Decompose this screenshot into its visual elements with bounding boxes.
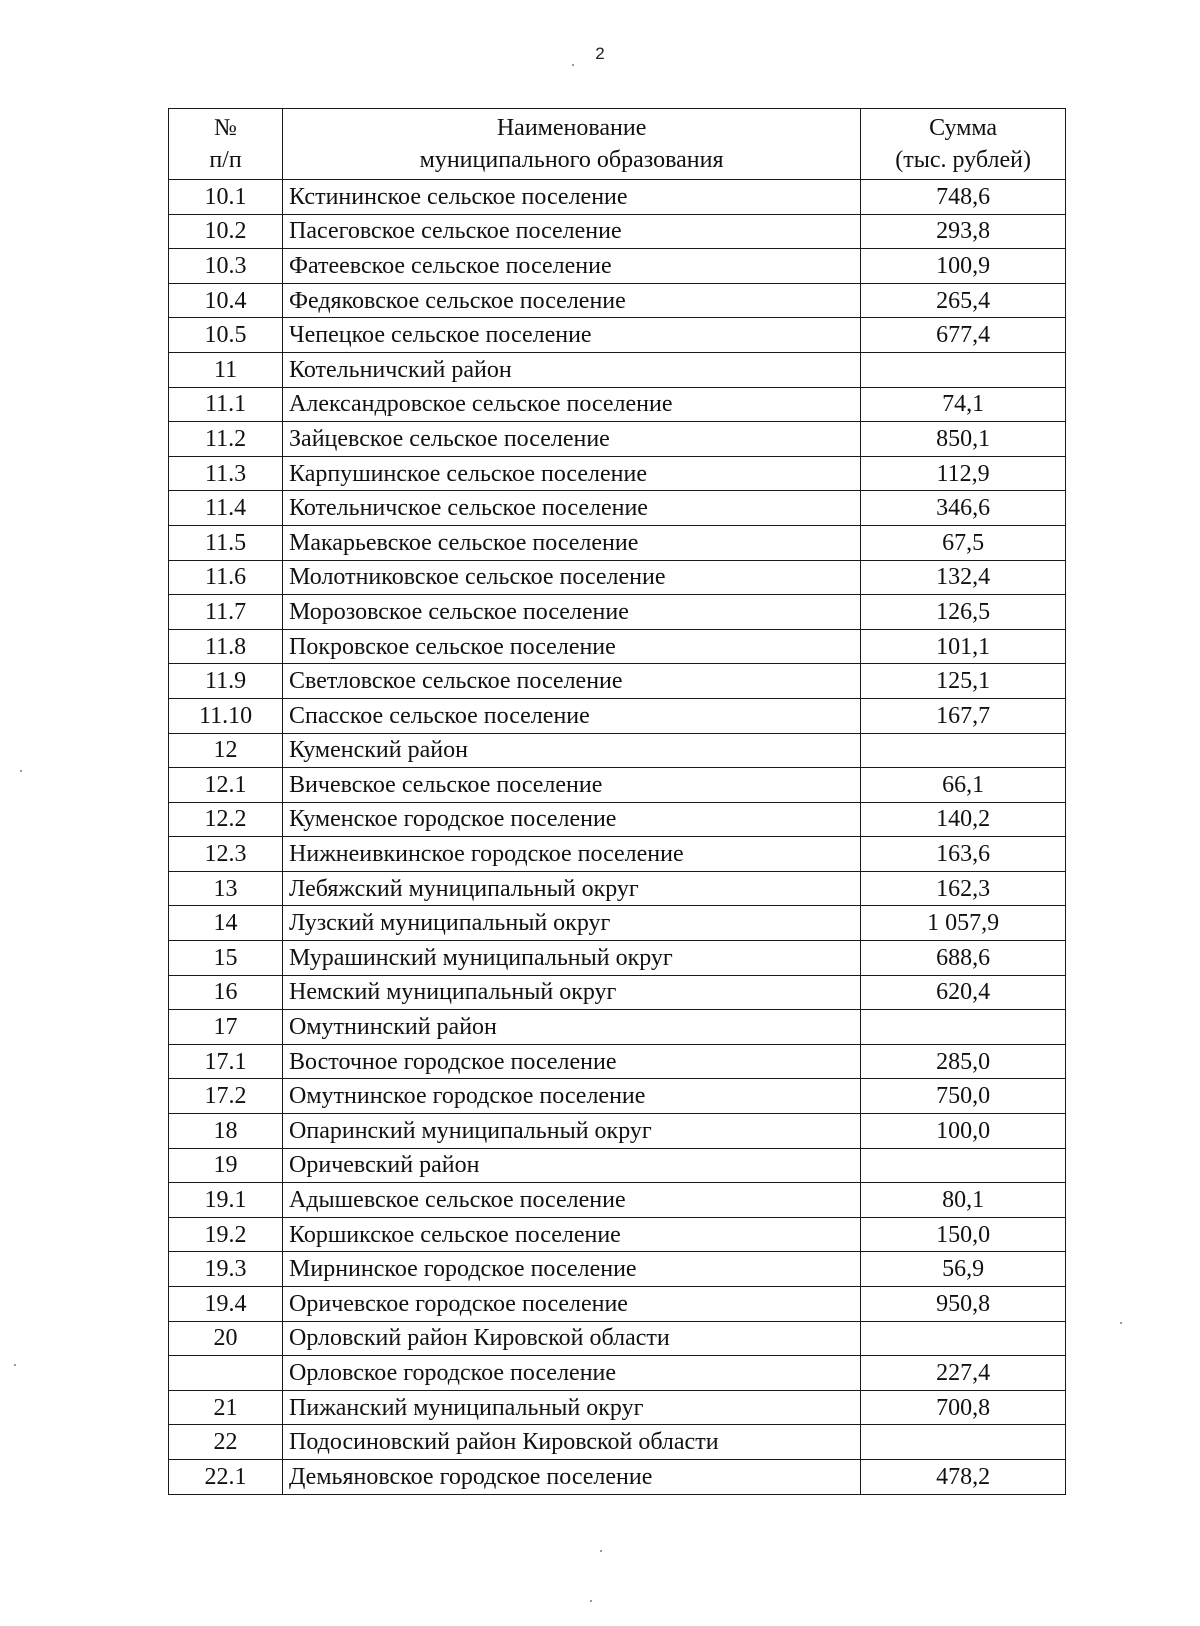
row-sum-cell: 126,5 (861, 595, 1066, 630)
row-number-cell: 12 (169, 733, 283, 768)
row-sum-cell: 293,8 (861, 214, 1066, 249)
row-number-cell: 17 (169, 1010, 283, 1045)
row-sum-cell: 285,0 (861, 1044, 1066, 1079)
row-sum-cell: 265,4 (861, 283, 1066, 318)
row-name-cell: Оричевское городское поселение (283, 1287, 861, 1322)
row-number-cell: 10.4 (169, 283, 283, 318)
row-sum-cell: 1 057,9 (861, 906, 1066, 941)
row-sum-cell: 346,6 (861, 491, 1066, 526)
row-number-cell: 21 (169, 1390, 283, 1425)
table-row (169, 1425, 1066, 1460)
table-row (169, 941, 1066, 976)
row-number-cell: 15 (169, 941, 283, 976)
row-sum-cell: 100,9 (861, 249, 1066, 284)
row-name-cell: Пижанский муниципальный округ (283, 1390, 861, 1425)
scan-speck (572, 64, 574, 66)
page-number: 2 (595, 44, 605, 63)
table-row (169, 1044, 1066, 1079)
table-row (169, 1321, 1066, 1356)
row-sum-cell: 56,9 (861, 1252, 1066, 1287)
row-sum-cell: 80,1 (861, 1183, 1066, 1218)
row-number-cell (169, 1356, 283, 1391)
row-number-cell: 12.1 (169, 768, 283, 803)
table-row (169, 387, 1066, 422)
row-name-cell: Котельничское сельское поселение (283, 491, 861, 526)
row-name-cell: Пасеговское сельское поселение (283, 214, 861, 249)
row-number-cell: 10.3 (169, 249, 283, 284)
row-sum-cell: 67,5 (861, 525, 1066, 560)
row-name-cell: Коршикское сельское поселение (283, 1217, 861, 1252)
row-sum-cell (861, 1425, 1066, 1460)
table-row (169, 249, 1066, 284)
row-name-cell: Покровское сельское поселение (283, 629, 861, 664)
row-name-cell: Демьяновское городское поселение (283, 1459, 861, 1494)
row-name-cell: Федяковское сельское поселение (283, 283, 861, 318)
row-number-cell: 11.5 (169, 525, 283, 560)
table-body (169, 180, 1066, 1495)
table-row (169, 1079, 1066, 1114)
row-name-cell: Немский муниципальный округ (283, 975, 861, 1010)
header-number-cell (169, 109, 283, 180)
table-row (169, 1114, 1066, 1149)
row-number-cell: 14 (169, 906, 283, 941)
row-number-cell: 13 (169, 871, 283, 906)
table-row (169, 595, 1066, 630)
row-sum-cell: 132,4 (861, 560, 1066, 595)
row-sum-cell: 850,1 (861, 422, 1066, 457)
row-name-cell: Молотниковское сельское поселение (283, 560, 861, 595)
table-row (169, 560, 1066, 595)
table-row (169, 837, 1066, 872)
row-sum-cell: 112,9 (861, 456, 1066, 491)
row-sum-cell: 162,3 (861, 871, 1066, 906)
row-number-cell: 11.1 (169, 387, 283, 422)
row-number-cell: 11.6 (169, 560, 283, 595)
header-number-line-1: № (214, 115, 237, 141)
row-sum-cell: 100,0 (861, 1114, 1066, 1149)
row-name-cell: Мирнинское городское поселение (283, 1252, 861, 1287)
row-number-cell: 22.1 (169, 1459, 283, 1494)
row-number-cell: 11.10 (169, 698, 283, 733)
row-name-cell: Вичевское сельское поселение (283, 768, 861, 803)
row-sum-cell: 750,0 (861, 1079, 1066, 1114)
table-row (169, 871, 1066, 906)
row-sum-cell: 125,1 (861, 664, 1066, 699)
row-number-cell: 19 (169, 1148, 283, 1183)
table-row (169, 1010, 1066, 1045)
row-sum-cell (861, 1148, 1066, 1183)
row-number-cell: 11.7 (169, 595, 283, 630)
table-header-row (169, 109, 1066, 180)
row-number-cell: 11.4 (169, 491, 283, 526)
table-row (169, 698, 1066, 733)
row-name-cell: Светловское сельское поселение (283, 664, 861, 699)
row-name-cell: Оричевский район (283, 1148, 861, 1183)
table-row (169, 352, 1066, 387)
allocation-table (168, 108, 1066, 1495)
row-number-cell: 11.2 (169, 422, 283, 457)
header-name-line-2: муниципального образования (419, 147, 724, 173)
row-name-cell: Подосиновский район Кировской области (283, 1425, 861, 1460)
header-sum-line-1: Сумма (929, 115, 998, 141)
row-number-cell: 19.3 (169, 1252, 283, 1287)
row-name-cell: Опаринский муниципальный округ (283, 1114, 861, 1149)
row-sum-cell: 150,0 (861, 1217, 1066, 1252)
row-name-cell: Спасское сельское поселение (283, 698, 861, 733)
row-number-cell: 19.2 (169, 1217, 283, 1252)
table-row (169, 802, 1066, 837)
row-name-cell: Омутнинское городское поселение (283, 1079, 861, 1114)
row-sum-cell: 167,7 (861, 698, 1066, 733)
row-number-cell: 17.2 (169, 1079, 283, 1114)
row-sum-cell: 688,6 (861, 941, 1066, 976)
scan-speck (1120, 1322, 1122, 1324)
row-number-cell: 10.1 (169, 180, 283, 215)
header-name-line-1: Наименование (496, 115, 647, 141)
table-row (169, 629, 1066, 664)
row-name-cell: Чепецкое сельское поселение (283, 318, 861, 353)
row-number-cell: 11.3 (169, 456, 283, 491)
row-number-cell: 10.2 (169, 214, 283, 249)
row-sum-cell: 620,4 (861, 975, 1066, 1010)
row-number-cell: 12.3 (169, 837, 283, 872)
row-sum-cell: 677,4 (861, 318, 1066, 353)
row-number-cell: 17.1 (169, 1044, 283, 1079)
row-name-cell: Орловский район Кировской области (283, 1321, 861, 1356)
row-sum-cell (861, 733, 1066, 768)
table-row (169, 1183, 1066, 1218)
header-sum-line-2: (тыс. рублей) (895, 147, 1031, 173)
table-row (169, 768, 1066, 803)
row-sum-cell: 748,6 (861, 180, 1066, 215)
row-name-cell: Лебяжский муниципальный округ (283, 871, 861, 906)
scan-speck (20, 770, 22, 772)
row-name-cell: Нижнеивкинское городское поселение (283, 837, 861, 872)
row-number-cell: 18 (169, 1114, 283, 1149)
row-name-cell: Макарьевское сельское поселение (283, 525, 861, 560)
row-name-cell: Восточное городское поселение (283, 1044, 861, 1079)
row-name-cell: Кстининское сельское поселение (283, 180, 861, 215)
row-number-cell: 19.4 (169, 1287, 283, 1322)
scan-speck (14, 1364, 16, 1366)
row-sum-cell: 950,8 (861, 1287, 1066, 1322)
table-row (169, 180, 1066, 215)
table-row (169, 422, 1066, 457)
row-name-cell: Мурашинский муниципальный округ (283, 941, 861, 976)
table-row (169, 318, 1066, 353)
table-row (169, 1356, 1066, 1391)
row-name-cell: Омутнинский район (283, 1010, 861, 1045)
table-row (169, 283, 1066, 318)
row-sum-cell: 163,6 (861, 837, 1066, 872)
row-name-cell: Карпушинское сельское поселение (283, 456, 861, 491)
row-sum-cell: 700,8 (861, 1390, 1066, 1425)
row-name-cell: Адышевское сельское поселение (283, 1183, 861, 1218)
table-header (169, 109, 1066, 180)
row-sum-cell (861, 352, 1066, 387)
row-number-cell: 10.5 (169, 318, 283, 353)
row-name-cell: Куменское городское поселение (283, 802, 861, 837)
row-sum-cell: 227,4 (861, 1356, 1066, 1391)
row-name-cell: Орловское городское поселение (283, 1356, 861, 1391)
row-name-cell: Куменский район (283, 733, 861, 768)
table-row (169, 491, 1066, 526)
table-row (169, 525, 1066, 560)
table-row (169, 214, 1066, 249)
row-sum-cell: 101,1 (861, 629, 1066, 664)
row-name-cell: Зайцевское сельское поселение (283, 422, 861, 457)
row-number-cell: 12.2 (169, 802, 283, 837)
row-sum-cell: 140,2 (861, 802, 1066, 837)
header-sum-cell (861, 109, 1066, 180)
row-sum-cell: 66,1 (861, 768, 1066, 803)
row-name-cell: Лузский муниципальный округ (283, 906, 861, 941)
row-sum-cell (861, 1010, 1066, 1045)
row-number-cell: 11.9 (169, 664, 283, 699)
table-row (169, 1148, 1066, 1183)
table-row (169, 456, 1066, 491)
row-sum-cell: 74,1 (861, 387, 1066, 422)
table-row (169, 1459, 1066, 1494)
row-number-cell: 11 (169, 352, 283, 387)
row-number-cell: 11.8 (169, 629, 283, 664)
scan-speck (600, 1550, 602, 1552)
header-number-line-2: п/п (209, 147, 242, 173)
table-row (169, 733, 1066, 768)
row-number-cell: 20 (169, 1321, 283, 1356)
table-row (169, 975, 1066, 1010)
row-number-cell: 22 (169, 1425, 283, 1460)
row-name-cell: Александровское сельское поселение (283, 387, 861, 422)
row-sum-cell: 478,2 (861, 1459, 1066, 1494)
table-row (169, 1390, 1066, 1425)
header-name-cell (283, 109, 861, 180)
row-number-cell: 19.1 (169, 1183, 283, 1218)
row-name-cell: Котельничский район (283, 352, 861, 387)
row-sum-cell (861, 1321, 1066, 1356)
scan-speck (590, 1600, 592, 1602)
row-number-cell: 16 (169, 975, 283, 1010)
row-name-cell: Фатеевское сельское поселение (283, 249, 861, 284)
table-row (169, 1252, 1066, 1287)
table-row (169, 1217, 1066, 1252)
table-row (169, 1287, 1066, 1322)
table-row (169, 664, 1066, 699)
row-name-cell: Морозовское сельское поселение (283, 595, 861, 630)
table-row (169, 906, 1066, 941)
